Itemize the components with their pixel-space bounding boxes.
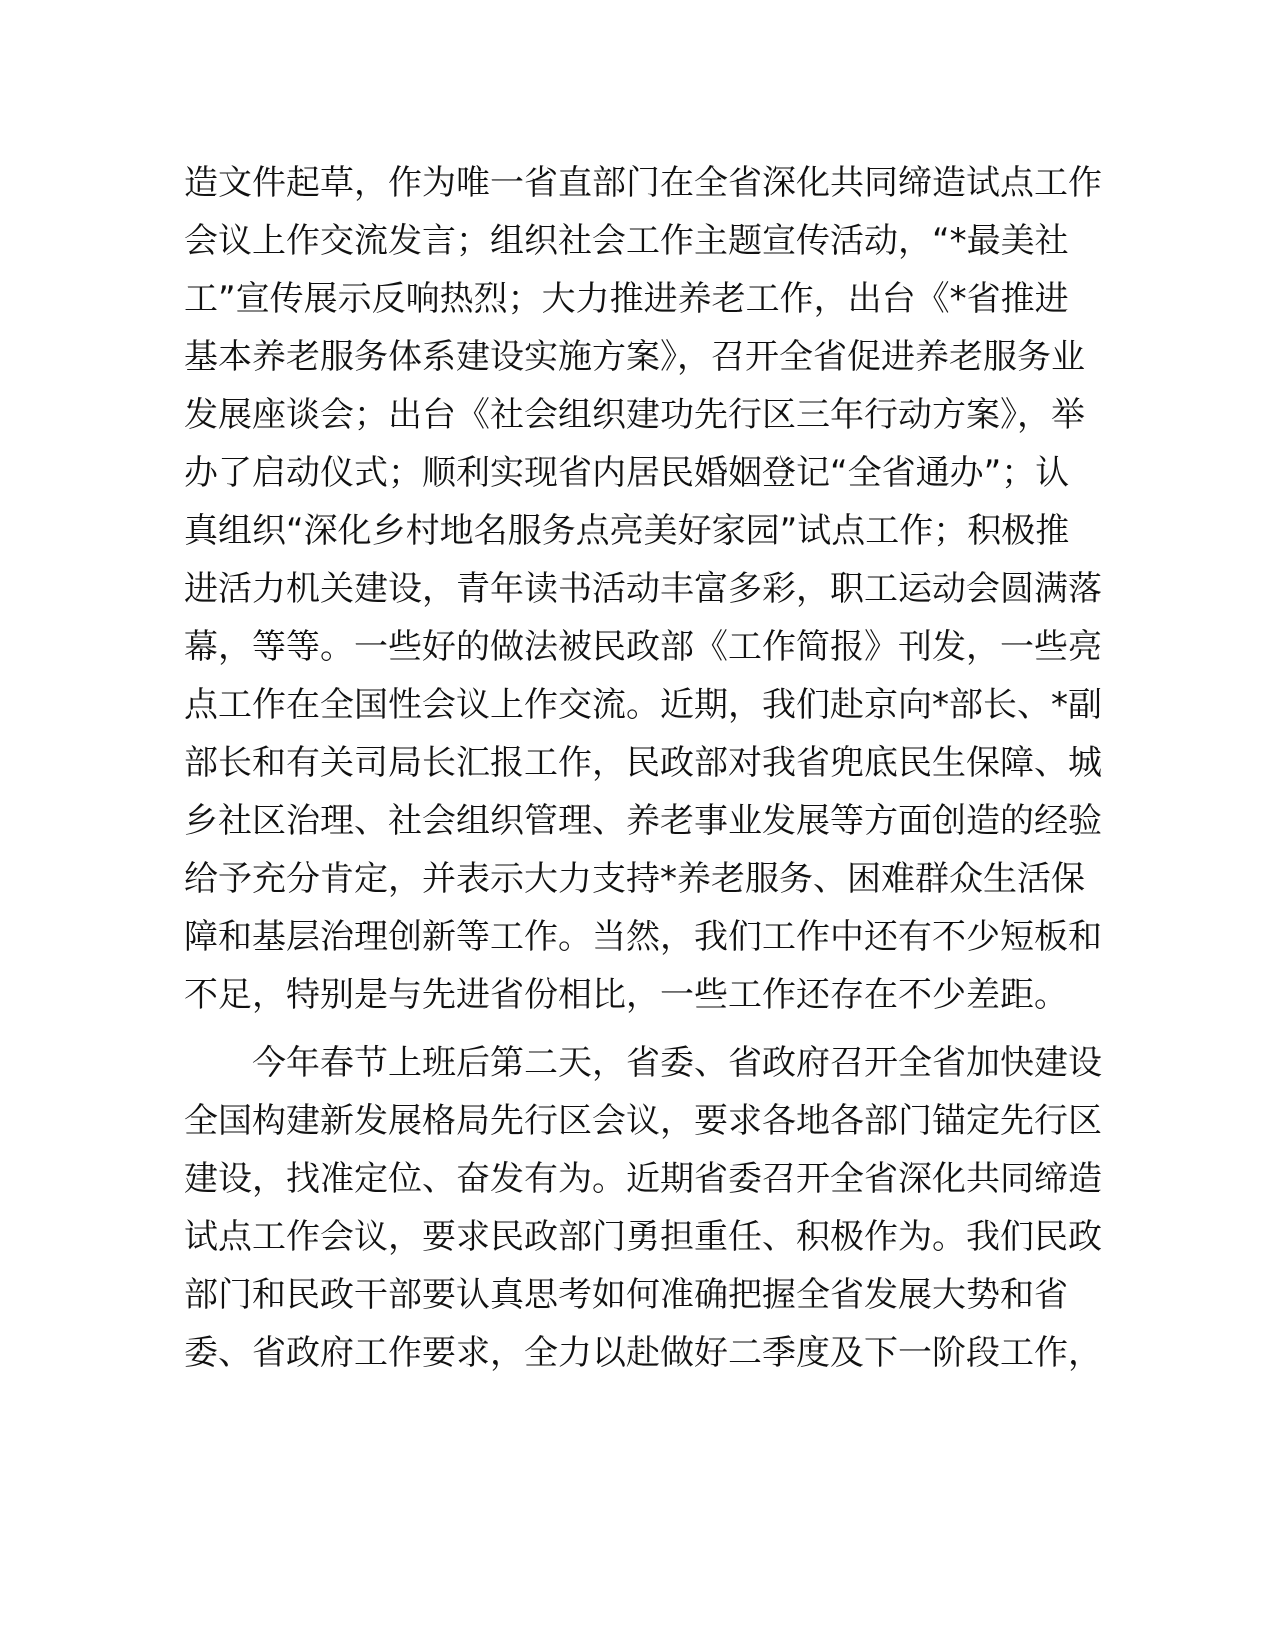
text-line: 给予充分肯定，并表示大力支持*养老服务、困难群众生活保 — [184, 859, 1085, 899]
text-line-content: 今年春节上班后第二天，省委、省政府召开全省加快建设 — [252, 1043, 1102, 1083]
text-line: 乡社区治理、社会组织管理、养老事业发展等方面创造的经验 — [184, 801, 1102, 841]
text-line: 造文件起草，作为唯一省直部门在全省深化共同缔造试点工作 — [184, 163, 1102, 203]
text-line: 障和基层治理创新等工作。当然，我们工作中还有不少短板和 — [184, 917, 1102, 957]
text-line: 办了启动仪式；顺利实现省内居民婚姻登记“全省通办”；认 — [184, 453, 1070, 493]
text-line: 全国构建新发展格局先行区会议，要求各地各部门锚定先行区 — [184, 1101, 1102, 1141]
text-line: 发展座谈会；出台《社会组织建功先行区三年行动方案》，举 — [184, 395, 1085, 435]
text-line: 试点工作会议，要求民政部门勇担重任、积极作为。我们民政 — [184, 1217, 1102, 1257]
paragraph-1 — [184, 154, 1102, 1024]
document-body — [184, 154, 1102, 1382]
text-line: 建设，找准定位、奋发有为。近期省委召开全省深化共同缔造 — [184, 1159, 1102, 1199]
text-line: 点工作在全国性会议上作交流。近期，我们赴京向*部长、*副 — [184, 685, 1102, 725]
text-line: 进活力机关建设，青年读书活动丰富多彩，职工运动会圆满落 — [184, 569, 1102, 609]
text-line: 部长和有关司局长汇报工作，民政部对我省兜底民生保障、城 — [184, 743, 1102, 783]
text-line: 不足，特别是与先进省份相比，一些工作还存在不少差距。 — [184, 975, 1068, 1015]
text-line: 幕，等等。一些好的做法被民政部《工作简报》刊发，一些亮 — [184, 627, 1102, 667]
text-line — [184, 1034, 1102, 1092]
text-line: 部门和民政干部要认真思考如何准确把握全省发展大势和省 — [184, 1275, 1068, 1315]
text-line: 会议上作交流发言；组织社会工作主题宣传活动，“*最美社 — [184, 221, 1069, 261]
text-line: 工”宣传展示反响热烈；大力推进养老工作，出台《*省推进 — [184, 279, 1069, 319]
text-line: 委、省政府工作要求，全力以赴做好二季度及下一阶段工作， — [184, 1333, 1102, 1373]
paragraph-2 — [184, 1034, 1102, 1382]
paragraph-gap — [184, 1024, 1094, 1034]
text-line: 基本养老服务体系建设实施方案》，召开全省促进养老服务业 — [184, 337, 1085, 377]
text-line: 真组织“深化乡村地名服务点亮美好家园”试点工作；积极推 — [184, 511, 1070, 551]
